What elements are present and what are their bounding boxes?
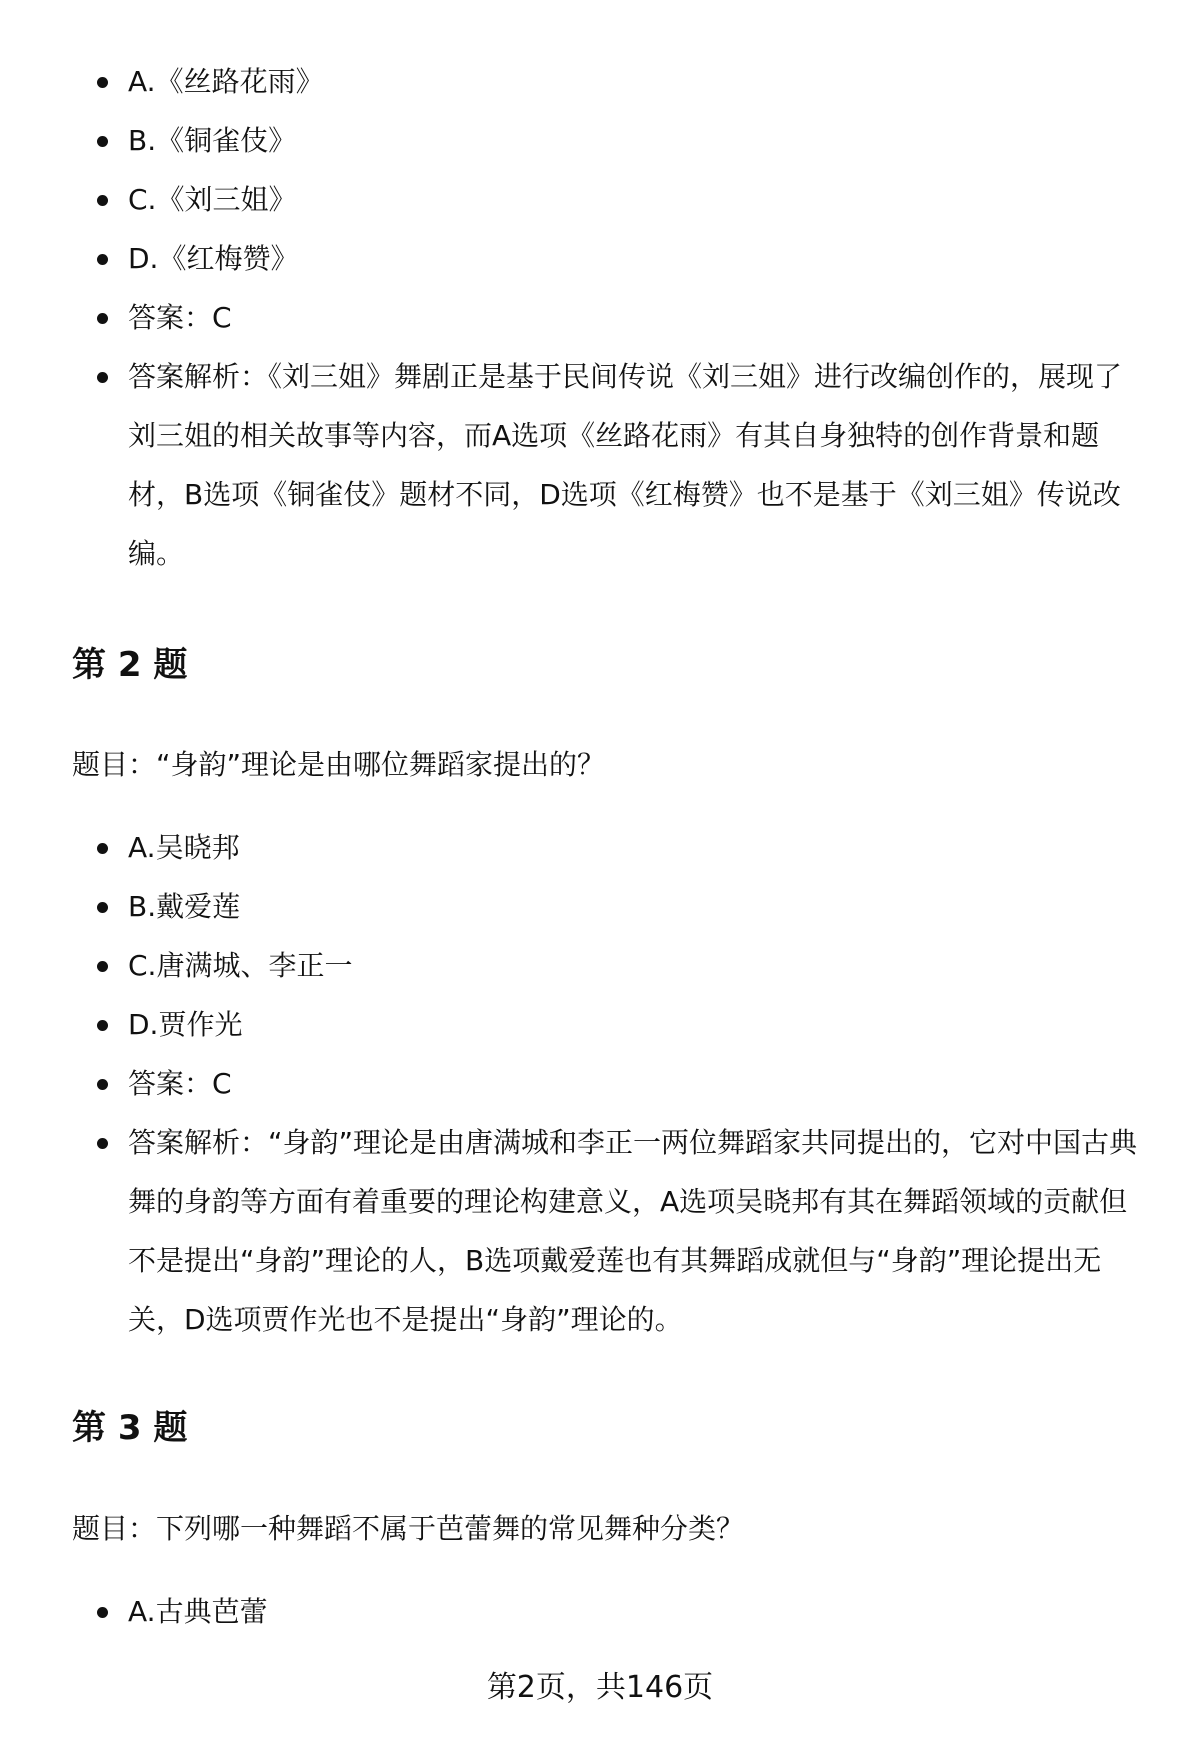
q2-explanation: 答案解析：“身韵”理论是由唐满城和李正一两位舞蹈家共同提出的，它对中国古典舞的身韵等方面有着重要的理论构建意义，A选项吴晓邦有其在舞蹈领域的贡献但不是提出“身韵”理论的人，B选项戴爱莲也有其舞蹈成就但与“身韵”理论提出无关，D选项贾作光也不是提出“身韵”理论的。 [0, 1113, 1200, 1349]
q3-question: 题目：下列哪一种舞蹈不属于芭蕾舞的常见舞种分类？ [72, 1512, 745, 1545]
q2-question: 题目：“身韵”理论是由哪位舞蹈家提出的？ [72, 748, 606, 781]
q3-options-list [0, 1582, 1200, 1641]
q2-option-a: A.吴晓邦 [0, 818, 1200, 877]
q1-option-c: C.《刘三姐》 [0, 170, 1200, 229]
q3-heading: 第 3 题 [72, 1408, 188, 1448]
q1-explanation: 答案解析：《刘三姐》舞剧正是基于民间传说《刘三姐》进行改编创作的，展现了刘三姐的相关故事等内容，而A选项《丝路花雨》有其自身独特的创作背景和题材，B选项《铜雀伎》题材不同，D选项《红梅赞》也不是基于《刘三姐》传说改编。 [0, 347, 1200, 583]
q2-options-list [0, 818, 1200, 1349]
q1-option-b: B.《铜雀伎》 [0, 111, 1200, 170]
q2-option-d: D.贾作光 [0, 995, 1200, 1054]
q2-answer: 答案：C [0, 1054, 1200, 1113]
q2-option-c: C.唐满城、李正一 [0, 936, 1200, 995]
q1-answer: 答案：C [0, 288, 1200, 347]
q1-options-list [0, 52, 1200, 583]
q1-option-d: D.《红梅赞》 [0, 229, 1200, 288]
q2-option-b: B.戴爱莲 [0, 877, 1200, 936]
q2-heading: 第 2 题 [72, 645, 188, 685]
q1-option-a: A.《丝路花雨》 [0, 52, 1200, 111]
page-number-footer: 第2页，共146页 [486, 1670, 714, 1705]
q3-option-a: A.古典芭蕾 [0, 1582, 1200, 1641]
